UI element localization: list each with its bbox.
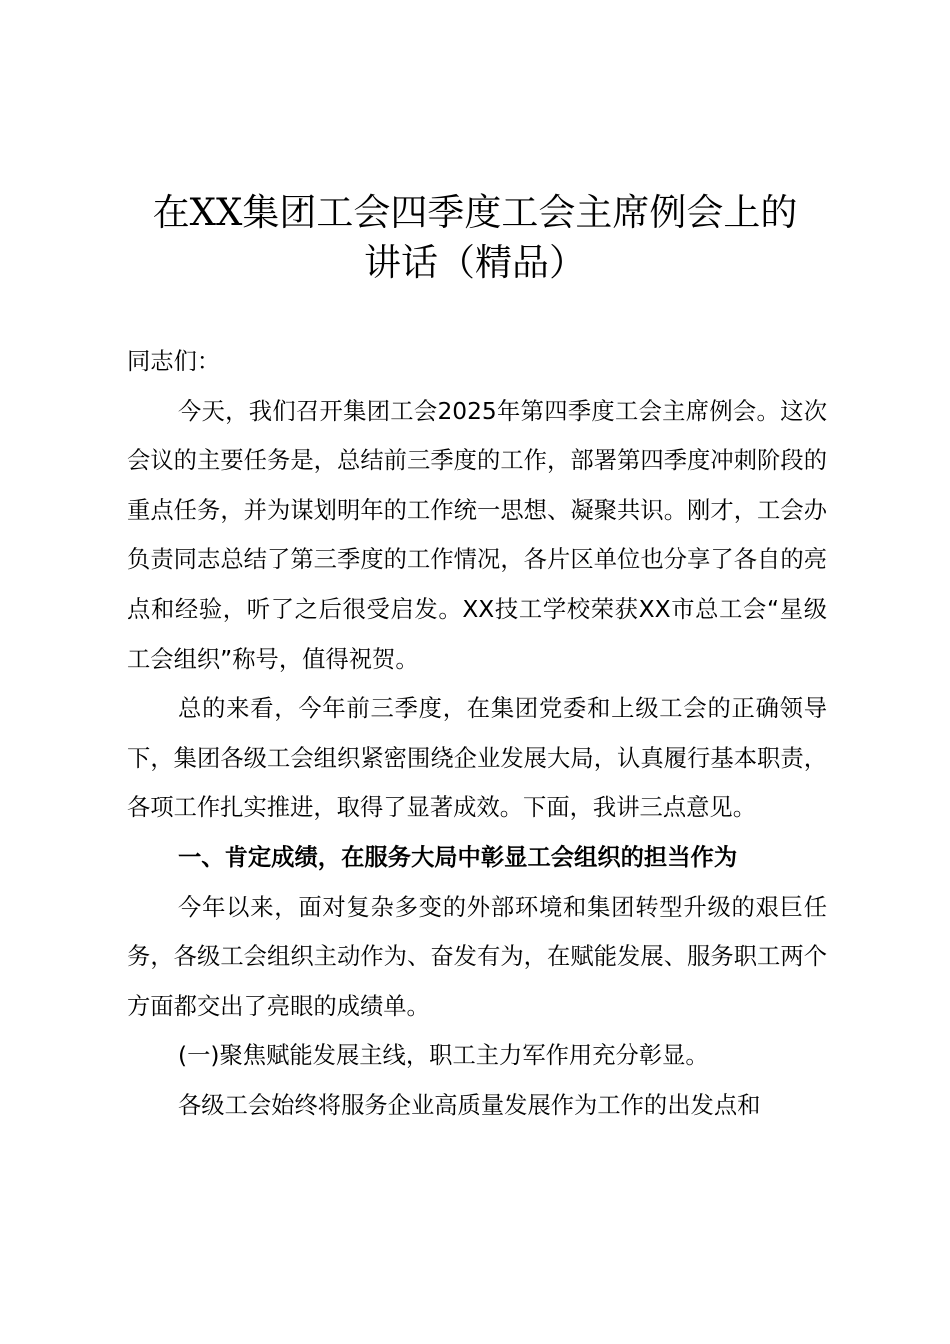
paragraph-4: 各级工会始终将服务企业高质量发展作为工作的出发点和 — [178, 1091, 761, 1119]
document-title — [100, 188, 850, 288]
subheading-1: (一)聚焦赋能发展主线，职工主力军作用充分彰显。 — [178, 1042, 709, 1070]
greeting: 同志们： — [127, 348, 221, 375]
title-line-2: 讲话（精品） — [364, 241, 586, 284]
document-body — [127, 337, 827, 1131]
title-line-1: 在XX集团工会四季度工会主席例会上的 — [152, 191, 798, 234]
paragraph-1: 今天，我们召开集团工会2025年第四季度工会主席例会。这次会议的主要任务是，总结前三季度的工作，部署第四季度冲刺阶段的重点任务，并为谋划明年的工作统一思想、凝聚共识。刚才，工会办负责同志总结了第三季度的工作情况，各片区单位也分享了各自的亮点和经验，听了之后很受启发。XX技工学校荣获XX市总工会“星级工会组织”称号，值得祝贺。 — [127, 397, 827, 673]
section-heading-1: 一、肯定成绩，在服务大局中彰显工会组织的担当作为 — [178, 843, 738, 871]
paragraph-3: 今年以来，面对复杂多变的外部环境和集团转型升级的艰巨任务，各级工会组织主动作为、奋发有为，在赋能发展、服务职工两个方面都交出了亮眼的成绩单。 — [127, 893, 827, 1020]
paragraph-2: 总的来看，今年前三季度，在集团党委和上级工会的正确领导下，集团各级工会组织紧密围绕企业发展大局，认真履行基本职责，各项工作扎实推进，取得了显著成效。下面，我讲三点意见。 — [127, 695, 827, 822]
